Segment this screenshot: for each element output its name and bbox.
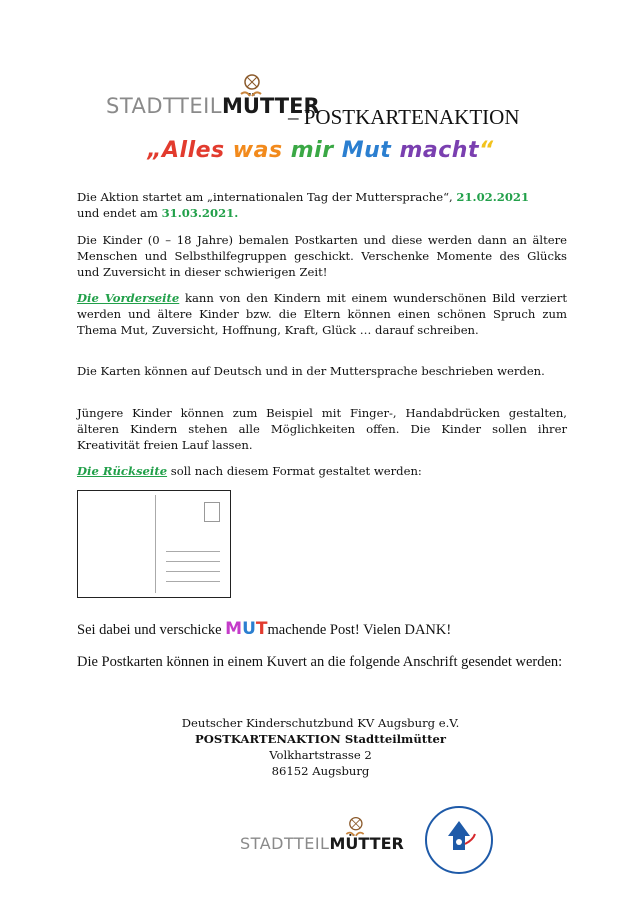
postcard-stamp-box — [204, 502, 220, 522]
postcard-address-line — [166, 561, 220, 562]
paragraph-intro: Die Kinder (0 – 18 Jahre) bemalen Postkarten und diese werden dann an ältere Menschen und Selbsthilfegruppen geschickt. Verschenke Momente des Glücks und Zuversicht in dieser schwierigen Zeit! — [77, 233, 567, 279]
text-start: Die Aktion startet am „internationalen Tag der Muttersprache“, — [77, 190, 457, 204]
front-side-text: kann von den Kindern mit einem wunderschönen Bild verziert werden und ältere Kinder bzw. die Eltern können einen schönen Spruch zum Thema Mut, Zuversicht, Hoffnung, Kraft, Glück … darauf schreiben. — [77, 291, 567, 337]
slogan-word: was — [232, 138, 283, 163]
footer-stadtteilmuetter-logo — [240, 834, 404, 853]
paragraph-dates — [77, 189, 567, 221]
slogan-word: Alles — [162, 138, 225, 163]
mut-letter: M — [225, 619, 243, 639]
footer-basket-icon — [342, 815, 368, 841]
text-end: und endet am — [77, 206, 162, 220]
logo-text-muetter: MÜTTER — [222, 94, 320, 118]
front-side-link[interactable]: Die Vorderseite — [77, 291, 180, 305]
slogan-close-quote: “ — [478, 138, 494, 163]
page-title: – POSTKARTENAKTION — [288, 105, 520, 129]
logo-text-stadtteil: STADTTEIL — [106, 94, 223, 118]
paragraph-languages: Die Karten können auf Deutsch und in der Muttersprache beschrieben werden. — [77, 364, 545, 378]
start-date: 21.02.2021 — [456, 190, 530, 204]
paragraph-back — [77, 463, 567, 479]
address-line-project: POSTKARTENAKTION Stadtteilmütter — [195, 732, 446, 746]
dksb-badge-logo — [423, 804, 495, 876]
postcard-back-template — [77, 490, 231, 598]
footer-logo-text-stadtteil: STADTTEIL — [240, 834, 330, 853]
paragraph-front — [77, 290, 567, 338]
mut-letter: U — [242, 619, 256, 639]
slogan — [0, 138, 641, 163]
mut-word — [225, 619, 267, 639]
address-line-city: 86152 Augsburg — [271, 764, 370, 778]
postcard-divider — [155, 495, 156, 593]
postcard-address-line — [166, 571, 220, 572]
cta-text-b: machende Post! Vielen DANK! — [267, 622, 452, 638]
paragraph-younger-kids: Jüngere Kinder können zum Beispiel mit Finger-, Handabdrücken gestalten, älteren Kindern stehen alle Möglichkeiten offen. Die Kinder sollen ihrer Kreativität freien Lauf lassen. — [77, 406, 567, 452]
mut-letter: T — [255, 619, 268, 639]
call-to-action — [77, 620, 577, 640]
footer-logo-text-muetter: MÜTTER — [329, 834, 404, 853]
send-instructions: Die Postkarten können in einem Kuvert an die folgende Anschrift gesendet werden: — [77, 654, 563, 670]
basket-icon — [236, 72, 266, 102]
back-side-text: soll nach diesem Format gestaltet werden: — [167, 464, 422, 478]
postal-address — [0, 715, 641, 779]
back-side-link[interactable]: Die Rückseite — [77, 464, 168, 478]
postcard-address-line — [166, 551, 220, 552]
slogan-word: Mut — [341, 138, 392, 163]
end-date: 31.03.2021. — [161, 206, 239, 220]
slogan-word: macht — [399, 138, 479, 163]
address-line-organisation: Deutscher Kinderschutzbund KV Augsburg e.V. — [181, 716, 460, 730]
postcard-address-line — [166, 581, 220, 582]
cta-text-a: Sei dabei und verschicke — [77, 622, 226, 638]
slogan-open-quote: „ — [147, 138, 162, 163]
slogan-word: mir — [290, 138, 334, 163]
address-line-street: Volkhartstrasse 2 — [269, 748, 372, 762]
